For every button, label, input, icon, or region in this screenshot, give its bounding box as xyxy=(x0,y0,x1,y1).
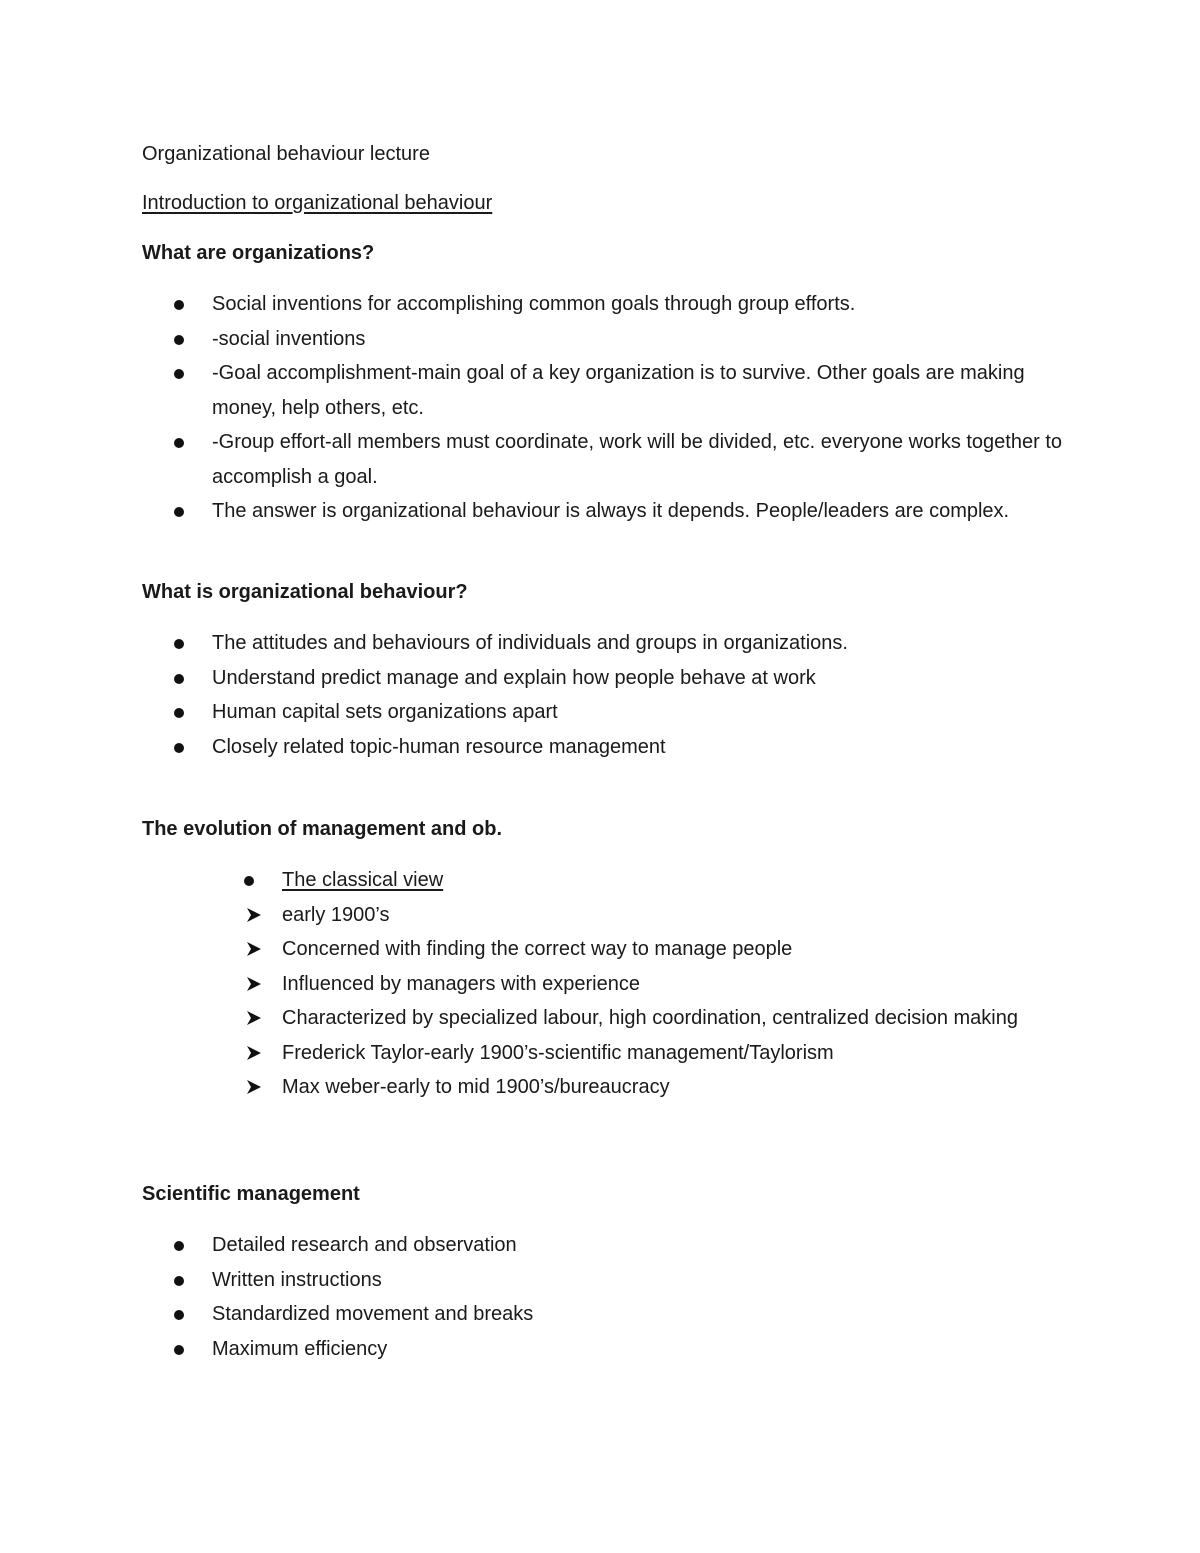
bullet-icon xyxy=(174,743,184,753)
list-item: Understand predict manage and explain how people behave at work xyxy=(142,661,1062,696)
document-subtitle: Introduction to organizational behaviour xyxy=(142,192,493,214)
list-item: Characterized by specialized labour, high coordination, centralized decision making xyxy=(142,1001,1062,1036)
bullet-icon xyxy=(174,369,184,379)
list-item: -Goal accomplishment-main goal of a key organization is to survive. Other goals are making money, help others, etc. xyxy=(142,356,1062,425)
heading-evolution: The evolution of management and ob. xyxy=(142,818,503,840)
heading-what-is-ob: What is organizational behaviour? xyxy=(142,581,468,603)
document-title: Organizational behaviour lecture xyxy=(142,143,430,165)
list-item: Standardized movement and breaks xyxy=(142,1297,1062,1332)
list-item: The classical view xyxy=(142,863,1062,898)
heading-scientific-management: Scientific management xyxy=(142,1183,360,1205)
list-item: Concerned with finding the correct way to manage people xyxy=(142,932,1062,967)
arrowhead-bullet-icon xyxy=(246,976,262,992)
list-item: early 1900’s xyxy=(142,898,1062,933)
list-item: -Group effort-all members must coordinate, work will be divided, etc. everyone works together to accomplish a goal. xyxy=(142,425,1062,494)
bullet-icon xyxy=(174,1276,184,1286)
list-organizations xyxy=(142,287,1062,529)
list-item: The answer is organizational behaviour is always it depends. People/leaders are complex. xyxy=(142,494,1062,529)
bullet-icon xyxy=(174,708,184,718)
arrowhead-bullet-icon xyxy=(246,1010,262,1026)
list-item: Influenced by managers with experience xyxy=(142,967,1062,1002)
bullet-icon xyxy=(174,300,184,310)
heading-what-are-organizations: What are organizations? xyxy=(142,242,375,264)
arrowhead-bullet-icon xyxy=(246,1079,262,1095)
list-item: Written instructions xyxy=(142,1263,1062,1298)
list-item: Social inventions for accomplishing common goals through group efforts. xyxy=(142,287,1062,322)
list-scientific xyxy=(142,1228,1062,1366)
arrowhead-bullet-icon xyxy=(246,1045,262,1061)
bullet-icon xyxy=(174,639,184,649)
list-item: The attitudes and behaviours of individuals and groups in organizations. xyxy=(142,626,1062,661)
list-item: Closely related topic-human resource management xyxy=(142,730,1062,765)
bullet-icon xyxy=(174,674,184,684)
bullet-icon xyxy=(174,507,184,517)
bullet-icon xyxy=(174,1310,184,1320)
bullet-icon xyxy=(244,876,254,886)
bullet-icon xyxy=(174,438,184,448)
bullet-icon xyxy=(174,335,184,345)
arrowhead-bullet-icon xyxy=(246,907,262,923)
list-item: Frederick Taylor-early 1900’s-scientific management/Taylorism xyxy=(142,1036,1062,1071)
list-evolution xyxy=(142,863,1062,1105)
list-item: -social inventions xyxy=(142,322,1062,357)
list-item: Maximum efficiency xyxy=(142,1332,1062,1367)
bullet-icon xyxy=(174,1241,184,1251)
bullet-icon xyxy=(174,1345,184,1355)
list-item: Human capital sets organizations apart xyxy=(142,695,1062,730)
list-ob xyxy=(142,626,1062,764)
arrowhead-bullet-icon xyxy=(246,941,262,957)
list-item: Max weber-early to mid 1900’s/bureaucracy xyxy=(142,1070,1062,1105)
list-item: Detailed research and observation xyxy=(142,1228,1062,1263)
